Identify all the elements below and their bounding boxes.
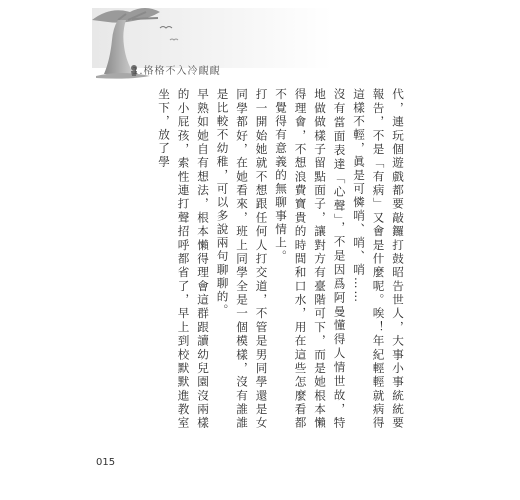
body-text [112,88,407,430]
header-illustration [0,0,520,90]
tree-illustration [0,0,520,90]
paragraph: 沒有當面表達「心聲」，不是因爲阿曼懂得人情世故，特地做做樣子留點面子，讓對方有臺階可下，而是她根本懶得理會，不想浪費寶貴的時間和口水，用在這些怎麼看都不覺得有意義的無聊事情上。 [274,88,347,430]
page-number: 015 [96,457,116,468]
paragraph: 早熟如她自有想法，根本懶得理會這群跟讀幼兒園沒兩樣的小屁孩，索性連打聲招呼都省了，早上到校默默進教室坐下，放了學 [157,88,210,430]
paragraph: 代，連玩個遊戲都要敲鑼打鼓昭告世人，大事小事統統要報告，不是「有病」又會是什麼呢。唉！年紀輕輕就病得這樣不輕，眞是可憐哨、哨、哨…… [352,88,405,430]
paragraph: 打一開始她就不想跟任何人打交道，不管是男同學還是女同學都好，在她看來，班上同學全是一個模樣，沒有誰誰是比較不幼稚，可以多說兩句聊聊的。 [215,88,269,430]
chapter-title: 1.格格不入冷靦靦 [132,66,221,77]
